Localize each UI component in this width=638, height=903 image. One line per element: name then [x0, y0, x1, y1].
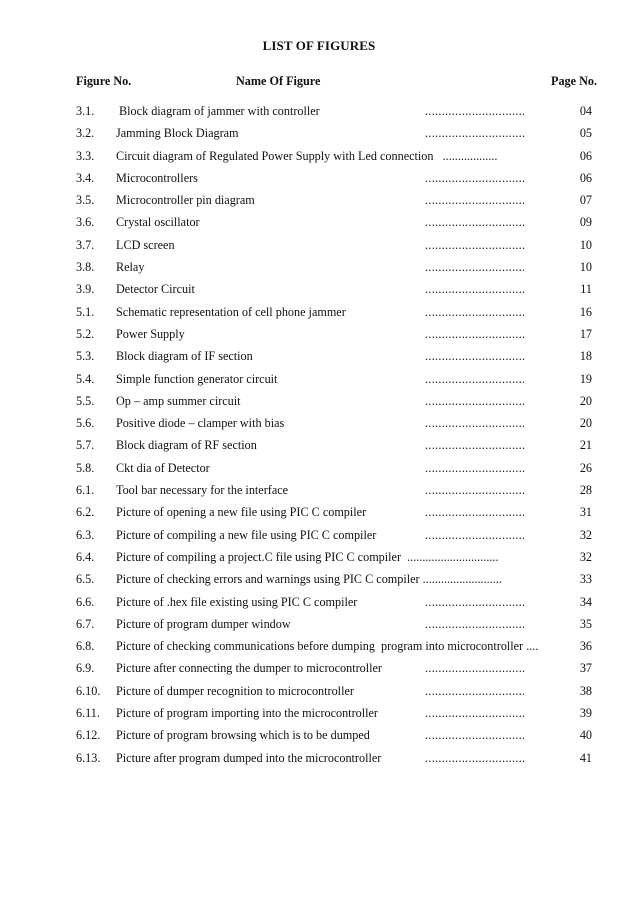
leader-dots: ..............................: [425, 706, 526, 721]
page-number: 36: [579, 639, 592, 654]
leader-dots: ..............................: [425, 460, 526, 475]
page-number: 05: [579, 126, 592, 141]
list-item: [0, 706, 638, 728]
figure-name: Detector Circuit: [116, 282, 195, 297]
list-item: [0, 550, 638, 572]
column-header-page-no: Page No.: [551, 74, 598, 88]
figure-name: Picture of opening a new file using PIC C compiler: [116, 505, 367, 520]
list-item: [0, 104, 638, 126]
leader-dots: ..............................: [425, 170, 526, 185]
page-number: 21: [579, 438, 592, 453]
figure-name: Picture of compiling a new file using PIC C compiler: [116, 527, 377, 542]
figure-name: Circuit diagram of Regulated Power Supply with Led connection ..................: [116, 148, 498, 163]
figure-number: 5.4.: [76, 371, 95, 386]
list-item: [0, 372, 638, 394]
figure-name: Power Supply: [116, 326, 185, 341]
page-number: 28: [579, 483, 592, 498]
leader-dots: ..............................: [425, 661, 526, 676]
leader-dots: ..............................: [425, 416, 526, 431]
figure-number: 3.2.: [76, 126, 95, 141]
figure-number: 3.6.: [76, 215, 95, 230]
figure-number: 3.9.: [76, 282, 95, 297]
figure-name: Positive diode – clamper with bias: [116, 416, 285, 431]
figure-number: 6.7.: [76, 616, 95, 631]
list-item: [0, 394, 638, 416]
list-item: [0, 684, 638, 706]
figure-name: Picture after connecting the dumper to microcontroller: [116, 661, 382, 676]
leader-dots: ..............................: [425, 683, 526, 698]
figure-name: Picture of .hex file existing using PIC C compiler: [116, 594, 358, 609]
leader-dots: ..............................: [425, 126, 526, 141]
leader-dots: ..............................: [425, 104, 526, 118]
list-item: [0, 728, 638, 750]
list-item: [0, 505, 638, 527]
figure-name: Picture of program importing into the microcontroller: [116, 706, 378, 721]
page-number: 16: [579, 304, 592, 319]
list-item: [0, 282, 638, 304]
leader-dots: ..............................: [425, 438, 526, 453]
leader-dots: ..............................: [425, 483, 526, 498]
leader-dots: ..............................: [425, 260, 526, 275]
list-item: [0, 639, 638, 661]
page-number: 17: [579, 326, 592, 341]
page-number: 10: [579, 237, 592, 252]
leader-dots: ..............................: [425, 393, 526, 408]
figure-name: Picture of checking communications before dumping program into microcontroller ....: [116, 639, 539, 654]
leader-dots: ..............................: [425, 237, 526, 252]
leader-dots: ..............................: [425, 215, 526, 230]
page-number: 38: [579, 683, 592, 698]
page-number: 09: [579, 215, 592, 230]
page-number: 11: [580, 282, 592, 297]
leader-dots: ..............................: [425, 326, 526, 341]
leader-dots: ..............................: [425, 728, 526, 743]
page-number: 32: [579, 549, 592, 564]
page-number: 33: [579, 572, 592, 587]
list-item: [0, 349, 638, 371]
figure-name: Picture of checking errors and warnings using PIC C compiler ..........................: [116, 572, 502, 587]
figure-name: Block diagram of IF section: [116, 349, 253, 364]
figure-number: 6.9.: [76, 661, 95, 676]
leader-dots: ..............................: [425, 349, 526, 364]
page-number: 06: [579, 148, 592, 163]
figure-number: 6.13.: [76, 750, 101, 765]
figure-name: Simple function generator circuit: [116, 371, 278, 386]
figure-name: Jamming Block Diagram: [116, 126, 239, 141]
figure-name: Picture of compiling a project.C file using PIC C compiler ..............................: [116, 549, 499, 564]
figure-number: 6.8.: [76, 639, 95, 654]
page-number: 19: [579, 371, 592, 386]
figure-name: Microcontroller pin diagram: [116, 193, 255, 208]
figure-number: 3.4.: [76, 170, 95, 185]
figure-name: Picture after program dumped into the microcontroller: [116, 750, 382, 765]
figures-list: [0, 104, 638, 773]
page-number: 20: [579, 393, 592, 408]
figure-number: 6.2.: [76, 505, 95, 520]
page-number: 10: [579, 260, 592, 275]
leader-dots: ..............................: [425, 505, 526, 520]
list-item: [0, 595, 638, 617]
list-item: [0, 149, 638, 171]
figure-number: 5.7.: [76, 438, 95, 453]
page-number: 06: [579, 170, 592, 185]
figure-name: Block diagram of jammer with controller: [116, 104, 320, 118]
figure-number: 5.6.: [76, 416, 95, 431]
list-item: [0, 305, 638, 327]
figure-number: 5.3.: [76, 349, 95, 364]
leader-dots: ..............................: [425, 304, 526, 319]
page-number: 31: [579, 505, 592, 520]
page-number: 18: [579, 349, 592, 364]
figure-number: 6.1.: [76, 483, 95, 498]
page-number: 37: [579, 661, 592, 676]
figure-number: 3.3.: [76, 148, 95, 163]
page-number: 04: [579, 104, 592, 118]
page-number: 20: [579, 416, 592, 431]
page-title: LIST OF FIGURES: [262, 38, 376, 53]
figure-name: LCD screen: [116, 237, 175, 252]
figure-name: Block diagram of RF section: [116, 438, 257, 453]
figure-number: 3.8.: [76, 260, 95, 275]
leader-dots: ..............................: [425, 750, 526, 765]
page-number: 07: [579, 193, 592, 208]
column-header-name: Name Of Figure: [236, 74, 321, 88]
page-number: 40: [579, 728, 592, 743]
leader-dots: ..............................: [425, 594, 526, 609]
leader-dots: ..............................: [425, 282, 526, 297]
figure-name: Ckt dia of Detector: [116, 460, 210, 475]
list-item: [0, 260, 638, 282]
figure-number: 5.1.: [76, 304, 95, 319]
figure-number: 6.11.: [76, 706, 100, 721]
list-item: [0, 171, 638, 193]
list-item: [0, 126, 638, 148]
list-item: [0, 238, 638, 260]
figure-name: Crystal oscillator: [116, 215, 200, 230]
list-item: [0, 215, 638, 237]
figure-number: 6.3.: [76, 527, 95, 542]
list-item: [0, 483, 638, 505]
list-item: [0, 751, 638, 773]
figure-name: Schematic representation of cell phone jammer: [116, 304, 346, 319]
figure-number: 6.10.: [76, 683, 101, 698]
figure-name: Op – amp summer circuit: [116, 393, 241, 408]
list-item: [0, 416, 638, 438]
list-item: [0, 661, 638, 683]
page-number: 41: [579, 750, 592, 765]
page-number: 34: [579, 594, 592, 609]
list-item: [0, 528, 638, 550]
figure-name: Relay: [116, 260, 145, 275]
page-number: 32: [579, 527, 592, 542]
figure-name: Picture of program browsing which is to be dumped: [116, 728, 370, 743]
figure-number: 3.5.: [76, 193, 95, 208]
figure-number: 6.6.: [76, 594, 95, 609]
list-item: [0, 327, 638, 349]
leader-dots: ..............................: [425, 371, 526, 386]
figure-number: 5.8.: [76, 460, 95, 475]
figure-name: Picture of dumper recognition to microcontroller: [116, 683, 354, 698]
leader-dots: ..............................: [425, 616, 526, 631]
page-number: 26: [579, 460, 592, 475]
figure-number: 6.12.: [76, 728, 101, 743]
list-item: [0, 461, 638, 483]
page-number: 35: [579, 616, 592, 631]
list-item: [0, 193, 638, 215]
figure-number: 6.4.: [76, 549, 95, 564]
figure-number: 6.5.: [76, 572, 95, 587]
figure-number: 5.5.: [76, 393, 95, 408]
leader-dots: ..............................: [425, 527, 526, 542]
list-item: [0, 572, 638, 594]
leader-dots: ..............................: [425, 193, 526, 208]
figure-name: Microcontrollers: [116, 170, 198, 185]
figure-number: 3.7.: [76, 237, 95, 252]
list-item: [0, 617, 638, 639]
figure-name: Tool bar necessary for the interface: [116, 483, 289, 498]
list-item: [0, 438, 638, 460]
column-header-figure-no: Figure No.: [76, 74, 132, 88]
figure-number: 3.1.: [76, 104, 95, 118]
figure-name: Picture of program dumper window: [116, 616, 291, 631]
page-number: 39: [579, 706, 592, 721]
figure-number: 5.2.: [76, 326, 95, 341]
